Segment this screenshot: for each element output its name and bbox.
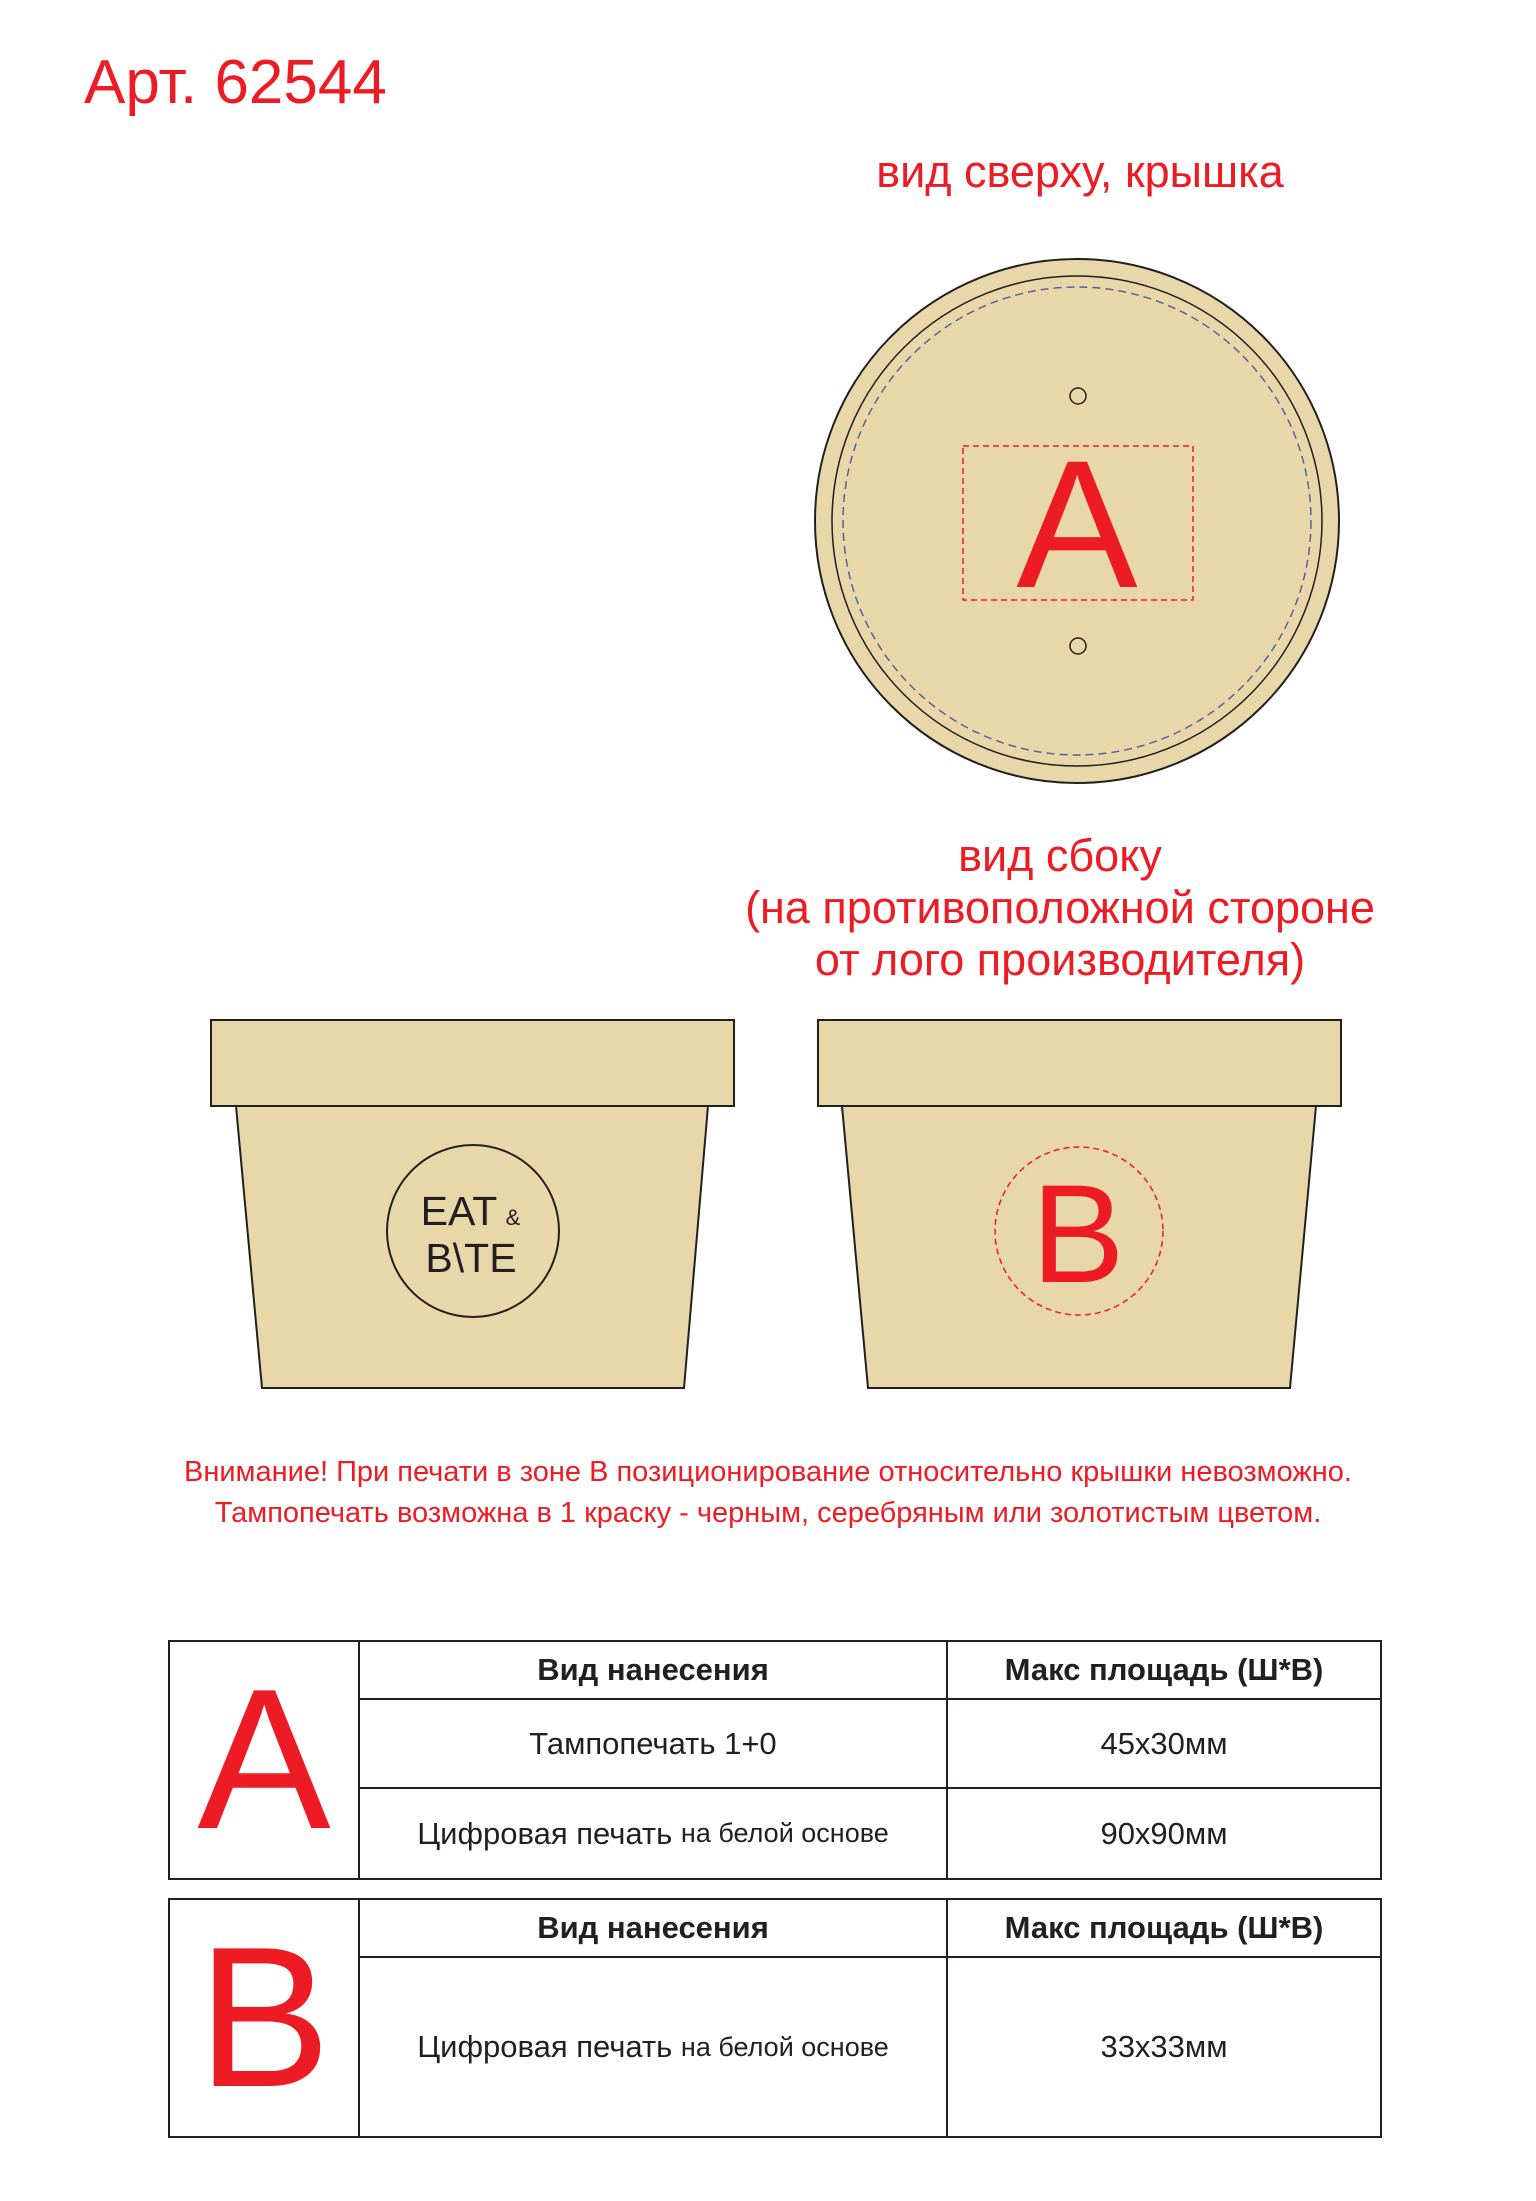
zone-b-table <box>168 1898 1382 2138</box>
zone-b-row-1-method <box>360 1958 946 2136</box>
cup-side-view-zone-b <box>818 1020 1341 1388</box>
zone-a-table-label: A <box>170 1642 360 1878</box>
zone-b-header-size: Макс площадь (Ш*В) <box>946 1900 1380 1958</box>
notice-line-2: Тампопечать возможна в 1 краску - черным, серебряным или золотистым цветом. <box>214 1496 1322 1529</box>
zone-a-label: A <box>1016 422 1138 626</box>
zone-a-row-1-method-text: Тампопечать 1+0 <box>529 1725 777 1761</box>
zone-b-row-1-method-text: Цифровая печать <box>417 2029 673 2064</box>
logo-text-ampersand: & <box>505 1205 521 1230</box>
zone-a-row-1-size: 45х30мм <box>946 1700 1380 1789</box>
notice <box>0 1452 1536 1533</box>
notice-line-1: Внимание! При печати в зоне В позиционирование относительно крышки невозможно. <box>183 1456 1352 1488</box>
cup-lid-side <box>818 1020 1341 1106</box>
zone-b-row-1-method-note: на белой основе <box>680 2031 889 2062</box>
zone-b-table-label: B <box>170 1900 360 2136</box>
zone-a-row-2-method-note: на белой основе <box>680 1818 889 1848</box>
lid-top-view <box>815 259 1339 783</box>
zone-b-label: B <box>1031 1155 1125 1312</box>
zone-a-row-2-method <box>360 1789 946 1878</box>
top-view-caption: вид сверху, крышка <box>876 146 1284 197</box>
logo-text-bite: B\TE <box>425 1235 517 1281</box>
side-caption-line-3: от лого производителя) <box>814 933 1306 985</box>
cup-lid-side <box>211 1020 734 1106</box>
zone-a-row-2-method-text: Цифровая печать <box>417 1815 673 1851</box>
zone-a-header-size: Макс площадь (Ш*В) <box>946 1642 1380 1700</box>
zone-b-header-method: Вид нанесения <box>360 1900 946 1958</box>
side-caption-line-1: вид сбоку <box>958 830 1162 881</box>
zone-a-header-method: Вид нанесения <box>360 1642 946 1700</box>
zone-a-row-2-size: 90х90мм <box>946 1789 1380 1878</box>
zone-b-row-1-size: 33х33мм <box>946 1958 1380 2136</box>
logo-text-eat: EAT <box>420 1188 498 1234</box>
cup-side-view-logo <box>211 1020 734 1388</box>
zone-a-row-1-method <box>360 1700 946 1789</box>
side-caption-line-2: (на противоположной стороне <box>745 881 1375 933</box>
zone-a-table <box>168 1640 1382 1880</box>
article-title: Арт. 62544 <box>84 48 387 117</box>
